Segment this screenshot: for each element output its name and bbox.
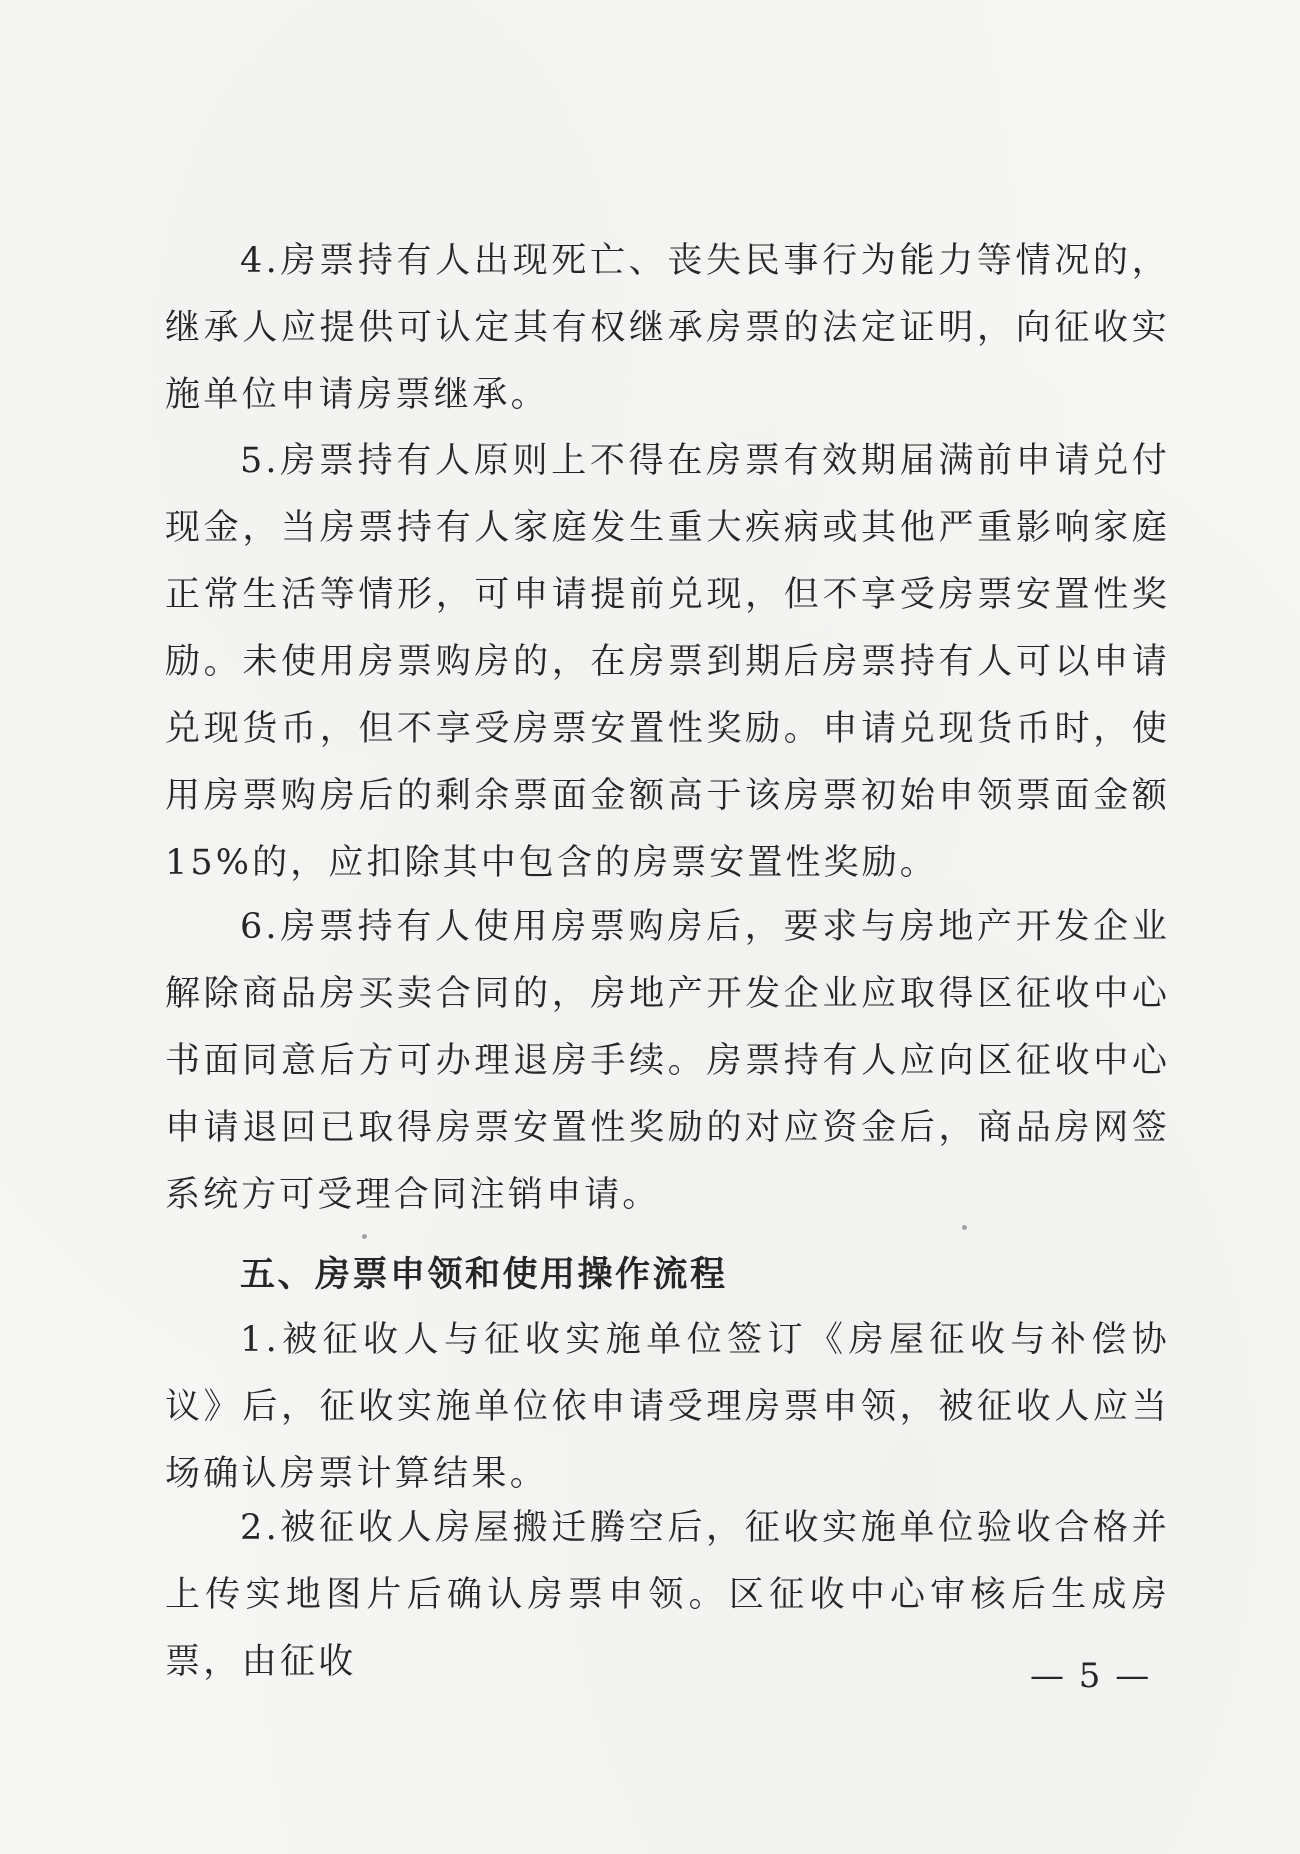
scan-speck [962,1225,967,1230]
page-number: — 5 — [1030,1656,1152,1696]
section-heading-5: 五、房票申领和使用操作流程 [240,1255,728,1295]
paragraph-item-6: 6.房票持有人使用房票购房后，要求与房地产开发企业解除商品房买卖合同的，房地产开发企业应取得区征收中心书面同意后方可办理退房手续。房票持有人应向区征收中心申请退回已取得房票安置性奖励的对应资金后，商品房网签系统方可受理合同注销申请。 [165,907,1170,1215]
procedure-step-1: 1.被征收人与征收实施单位签订《房屋征收与补偿协议》后，征收实施单位依申请受理房票申领，被征收人应当场确认房票计算结果。 [165,1320,1170,1494]
scan-speck [362,1234,367,1239]
paragraph-item-5: 5.房票持有人原则上不得在房票有效期届满前申请兑付现金，当房票持有人家庭发生重大疾病或其他严重影响家庭正常生活等情形，可申请提前兑现，但不享受房票安置性奖励。未使用房票购房的，在房票到期后房票持有人可以申请兑现货币，但不享受房票安置性奖励。申请兑现货币时，使用房票购房后的剩余票面金额高于该房票初始申领票面金额15%的，应扣除其中包含的房票安置性奖励。 [165,441,1170,883]
paragraph-item-4: 4.房票持有人出现死亡、丧失民事行为能力等情况的，继承人应提供可认定其有权继承房票的法定证明，向征收实施单位申请房票继承。 [165,241,1170,415]
procedure-step-2: 2.被征收人房屋搬迁腾空后，征收实施单位验收合格并上传实地图片后确认房票申领。区征收中心审核后生成房票，由征收 [165,1508,1170,1682]
